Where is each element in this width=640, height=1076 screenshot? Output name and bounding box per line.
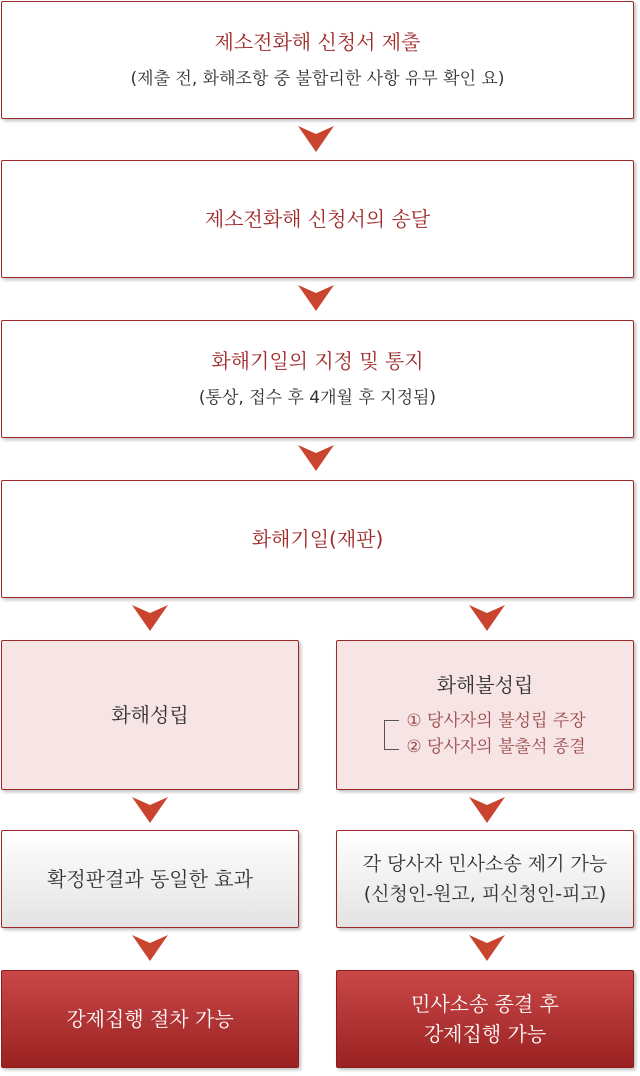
step-submit-box (1, 1, 634, 119)
arrow-down-icon (469, 935, 505, 963)
step-deliver-box (1, 160, 634, 278)
right-outcome-title: 화해불성립 (436, 673, 534, 697)
arrow-down-icon (298, 126, 334, 154)
right-effect-line-2: (신청인-원고, 피신청인-피고) (363, 883, 607, 905)
bracket-connector (384, 720, 399, 750)
step-schedule-note: (통상, 접수 후 4개월 후 지정됨) (198, 388, 437, 408)
step-schedule-box (1, 320, 634, 438)
left-final-box (1, 970, 299, 1068)
arrow-down-icon (298, 445, 334, 473)
left-final-title: 강제집행 절차 가능 (66, 1007, 234, 1031)
right-outcome-item-1: ① 당사자의 불성립 주장 (406, 711, 586, 731)
left-outcome-title: 화해성립 (111, 703, 189, 727)
right-final-line-2: 강제집행 가능 (423, 1022, 547, 1046)
right-effect-line-1: 각 당사자 민사소송 제기 가능 (362, 853, 608, 875)
arrow-down-icon (298, 285, 334, 313)
right-outcome-item-2: ② 당사자의 불출석 종결 (406, 737, 586, 757)
step-submit-note: (제출 전, 화해조항 중 불합리한 사항 유무 확인 요) (130, 69, 505, 89)
left-outcome-box (1, 640, 299, 790)
right-outcome-list (384, 708, 585, 760)
right-final-line-1: 민사소송 종결 후 (411, 992, 559, 1016)
right-final-box (336, 970, 634, 1068)
arrow-down-icon (469, 797, 505, 825)
left-effect-box (1, 830, 299, 928)
step-schedule-title: 화해기일의 지정 및 통지 (211, 349, 424, 373)
right-outcome-box (336, 640, 634, 790)
step-hearing-title: 화해기일(재판) (251, 527, 384, 551)
left-effect-title: 확정판결과 동일한 효과 (47, 867, 253, 891)
arrow-down-icon (469, 605, 505, 633)
step-submit-title: 제소전화해 신청서 제출 (214, 30, 421, 54)
step-deliver-title: 제소전화해 신청서의 송달 (204, 207, 431, 231)
arrow-down-icon (132, 797, 168, 825)
arrow-down-icon (132, 935, 168, 963)
arrow-down-icon (132, 605, 168, 633)
right-effect-box (336, 830, 634, 928)
step-hearing-box (1, 480, 634, 598)
